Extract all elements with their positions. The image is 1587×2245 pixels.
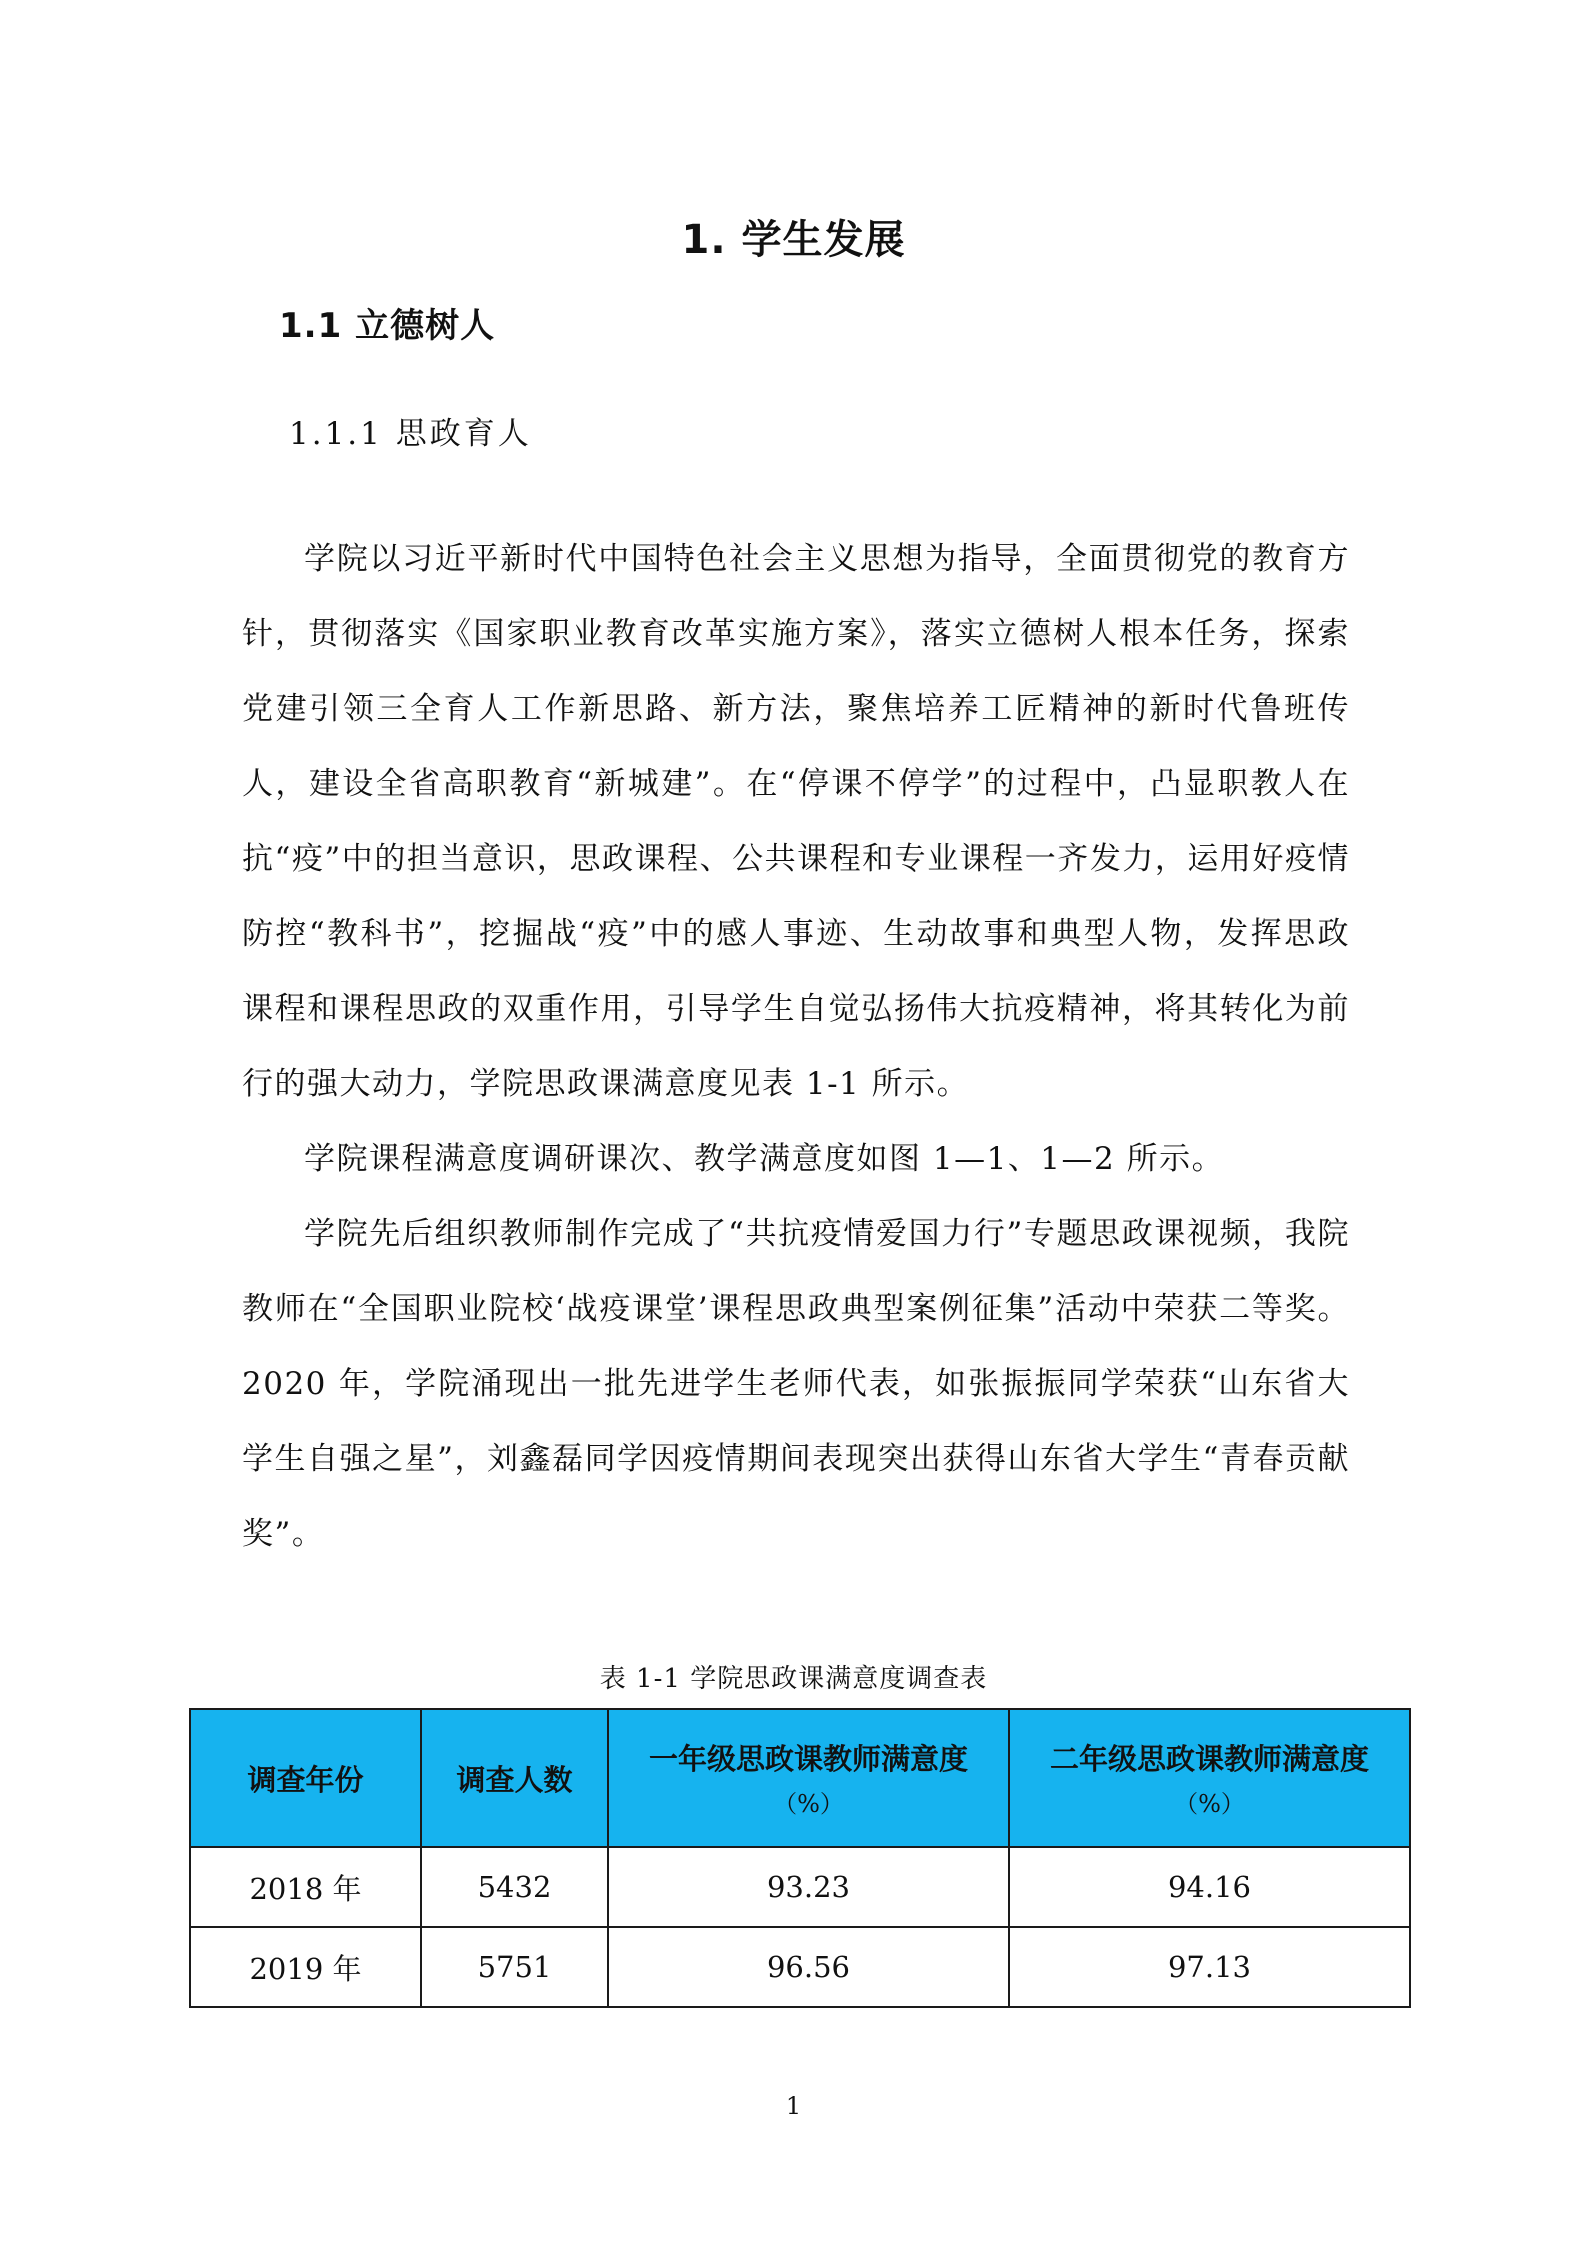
header-grade2-unit: （%） (1174, 1790, 1245, 1818)
cell-grade1: 96.56 (608, 1927, 1009, 2007)
cell-grade2: 97.13 (1009, 1927, 1410, 2007)
paragraph: 学院以习近平新时代中国特色社会主义思想为指导，全面贯彻党的教育方针，贯彻落实《国家职业教育改革实施方案》，落实立德树人根本任务，探索党建引领三全育人工作新思路、新方法，聚焦培养工匠精神的新时代鲁班传人，建设全省高职教育“新城建”。在“停课不停学”的过程中，凸显职教人在抗“疫”中的担当意识，思政课程、公共课程和专业课程一齐发力，运用好疫情防控“教科书”，挖掘战“疫”中的感人事迹、生动故事和典型人物，发挥思政课程和课程思政的双重作用，引导学生自觉弘扬伟大抗疫精神，将其转化为前行的强大动力，学院思政课满意度见表 1-1 所示。 (242, 541, 1350, 1102)
subsection-heading: 1.1.1 思政育人 (289, 416, 532, 452)
header-year-label: 调查年份 (247, 1762, 364, 1797)
header-count-label: 调查人数 (456, 1762, 573, 1797)
table-header-row (190, 1709, 1410, 1847)
table-caption: 表 1-1 学院思政课满意度调查表 (599, 1664, 988, 1694)
table-row (190, 1927, 1410, 2007)
header-year (190, 1709, 421, 1847)
header-count (421, 1709, 608, 1847)
cell-count: 5432 (421, 1847, 608, 1927)
cell-year: 2019 年 (190, 1927, 421, 2007)
header-grade2 (1009, 1709, 1410, 1847)
header-grade1-unit: （%） (773, 1790, 844, 1818)
cell-year: 2018 年 (190, 1847, 421, 1927)
cell-grade1: 93.23 (608, 1847, 1009, 1927)
header-grade1-label: 一年级思政课教师满意度 (648, 1742, 968, 1776)
section-heading: 1.1 立德树人 (279, 306, 496, 346)
cell-grade2: 94.16 (1009, 1847, 1410, 1927)
header-grade2-label: 二年级思政课教师满意度 (1049, 1742, 1369, 1776)
satisfaction-table (189, 1708, 1411, 2008)
page-number: 1 (785, 2092, 802, 2120)
header-grade1 (608, 1709, 1009, 1847)
table-row (190, 1847, 1410, 1927)
cell-count: 5751 (421, 1927, 608, 2007)
paragraph: 学院先后组织教师制作完成了“共抗疫情爱国力行”专题思政课视频，我院教师在“全国职业院校‘战疫课堂’课程思政典型案例征集”活动中荣获二等奖。2020 年，学院涌现出一批先进学生老师代表，如张振振同学荣获“山东省大学生自强之星”，刘鑫磊同学因疫情期间表现突出获得山东省大学生“青春贡献奖”。 (242, 1216, 1350, 1552)
chapter-heading: 1. 学生发展 (681, 217, 906, 263)
body-text (242, 522, 1350, 1572)
paragraph: 学院课程满意度调研课次、教学满意度如图 1—1、1—2 所示。 (304, 1141, 1225, 1177)
